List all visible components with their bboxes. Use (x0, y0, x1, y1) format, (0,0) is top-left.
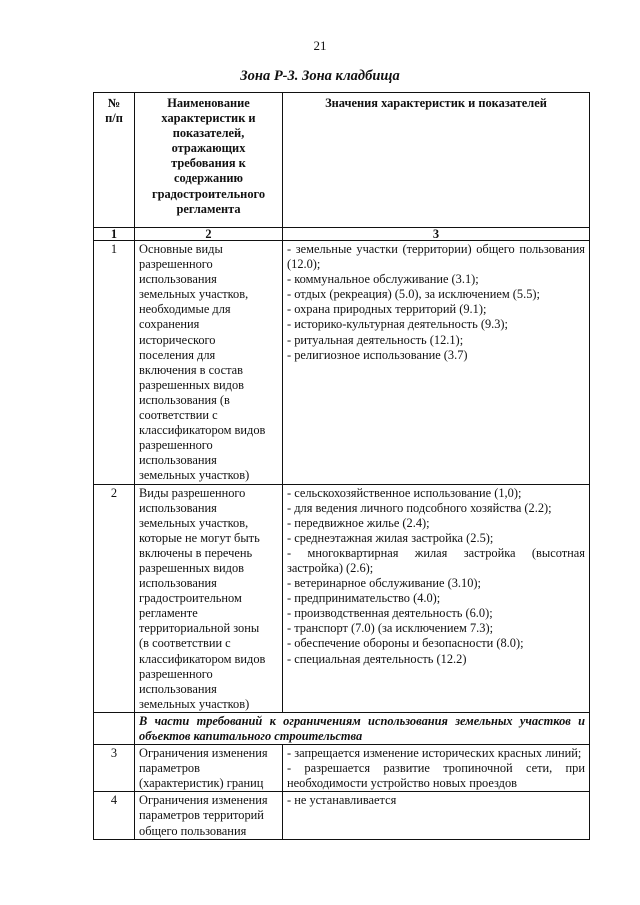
header-col-values: Значения характеристик и показателей (283, 93, 590, 228)
value-item: - для ведения личного подсобного хозяйства (2.2); (287, 500, 552, 515)
row-name-line: территориальной зоны (139, 621, 260, 636)
value-item: - транспорт (7.0) (за исключением 7.3); (287, 621, 494, 636)
row-name-cell (135, 241, 283, 485)
section-note-spacer (94, 712, 135, 744)
row-values-cell (283, 241, 590, 485)
regulation-table (93, 92, 590, 840)
row-name-line: использования (139, 272, 217, 287)
row-name-line: разрешенных видов (139, 377, 245, 392)
row-name-line: классификатором видов (139, 651, 266, 666)
value-item: - коммунальное обслуживание (3.1); (287, 272, 479, 287)
row-name-line: использования (139, 453, 217, 468)
value-item: - запрещается изменение исторических красных линий; (287, 746, 582, 761)
row-name-line: разрешенного (139, 257, 213, 272)
row-name-line: (характеристик) границ (139, 776, 264, 791)
row-name-line: включены в перечень (139, 545, 253, 560)
row-name-cell (135, 745, 283, 792)
row-values-cell (283, 792, 590, 839)
value-item: - среднеэтажная жилая застройка (2.5); (287, 530, 494, 545)
row-name-line: соответствии с (139, 408, 218, 423)
row-name-cell (135, 792, 283, 839)
row-name-line: параметров территорий (139, 808, 264, 823)
header-name-line: градостроительного (151, 186, 266, 201)
header-name-line: регламента (176, 201, 241, 216)
table-row (94, 241, 590, 485)
row-values-cell (283, 484, 590, 712)
column-number-row (94, 228, 590, 241)
row-name-line: общего пользования (139, 823, 247, 838)
header-name-line: Наименование (167, 96, 250, 110)
row-name-line: Ограничения изменения (139, 793, 268, 808)
row-number: 3 (94, 745, 135, 792)
row-name-line: земельных участков) (139, 468, 250, 483)
row-name-line: необходимые для (139, 302, 231, 317)
row-number: 2 (94, 484, 135, 712)
section-note-row (94, 712, 590, 744)
row-name-line: использования (139, 500, 217, 515)
row-name-line: (в соответствии с (139, 636, 231, 651)
row-number: 4 (94, 792, 135, 839)
row-name-line: Основные виды (139, 242, 223, 256)
value-item: - историко-культурная деятельность (9.3); (287, 317, 508, 332)
value-item: - специальная деятельность (12.2) (287, 651, 467, 666)
row-name-line: Ограничения изменения (139, 746, 268, 761)
value-item: - ветеринарное обслуживание (3.10); (287, 576, 481, 591)
table-row (94, 484, 590, 712)
row-name-line: включения в состав (139, 362, 243, 377)
value-item: - обеспечение обороны и безопасности (8.0); (287, 636, 524, 651)
row-name-line: которые не могут быть (139, 530, 260, 545)
header-name-line: отражающих (171, 141, 246, 156)
page-number: 21 (313, 38, 327, 53)
row-name-line: земельных участков, (139, 515, 249, 530)
value-item: - многоквартирная жилая застройка (высотная застройка) (2.6); (287, 545, 585, 575)
header-col-name (135, 93, 283, 228)
section-note: В части требований к ограничениям использования земельных участков и объектов капитального строительства (135, 712, 590, 744)
value-item: - религиозное использование (3.7) (287, 347, 468, 362)
value-item: - предпринимательство (4.0); (287, 591, 441, 606)
row-name-line: Виды разрешенного (139, 485, 246, 500)
row-name-line: разрешенных видов (139, 560, 245, 575)
table-row (94, 745, 590, 792)
column-number: 1 (94, 228, 135, 241)
value-item: - производственная деятельность (6.0); (287, 606, 493, 621)
value-item: - земельные участки (территории) общего пользования (12.0); (287, 242, 585, 272)
row-name-line: использования (139, 576, 217, 591)
header-name-line: требования к (171, 156, 246, 171)
row-name-line: земельных участков, (139, 287, 249, 302)
header-col-number (94, 93, 135, 228)
row-name-line: классификатором видов (139, 423, 266, 438)
row-number: 1 (94, 241, 135, 485)
row-name-line: использования (139, 681, 217, 696)
header-number-line: № (107, 96, 121, 110)
row-name-line: исторического (139, 332, 216, 347)
column-number: 2 (135, 228, 283, 241)
header-number-line: п/п (105, 111, 123, 126)
value-item: - отдых (рекреация) (5.0), за исключением (5.5); (287, 287, 540, 302)
header-name-line: характеристик и (161, 111, 256, 126)
value-item: - не устанавливается (287, 793, 397, 808)
header-name-line: содержанию (174, 171, 243, 186)
row-name-line: использования (в (139, 392, 230, 407)
value-item: - сельскохозяйственное использование (1,0); (287, 485, 522, 500)
row-name-line: параметров (139, 761, 200, 776)
value-item: - ритуальная деятельность (12.1); (287, 332, 464, 347)
row-name-line: земельных участков) (139, 696, 250, 711)
row-name-line: разрешенного (139, 666, 213, 681)
row-name-line: градостроительном (139, 591, 242, 606)
row-name-line: разрешенного (139, 438, 213, 453)
value-item: - передвижное жилье (2.4); (287, 515, 430, 530)
page-title: Зона Р-3. Зона кладбища (240, 68, 400, 84)
table-header-row (94, 93, 590, 228)
row-name-line: регламенте (139, 606, 198, 621)
header-name-line: показателей, (172, 126, 245, 141)
row-name-cell (135, 484, 283, 712)
value-item: - охрана природных территорий (9.1); (287, 302, 487, 317)
row-values-cell (283, 745, 590, 792)
column-number: 3 (283, 228, 590, 241)
row-name-line: сохранения (139, 317, 200, 332)
value-item: - разрешается развитие тропиночной сети, при необходимости устройство новых проездов (287, 761, 585, 791)
table-row (94, 792, 590, 839)
row-name-line: поселения для (139, 347, 216, 362)
